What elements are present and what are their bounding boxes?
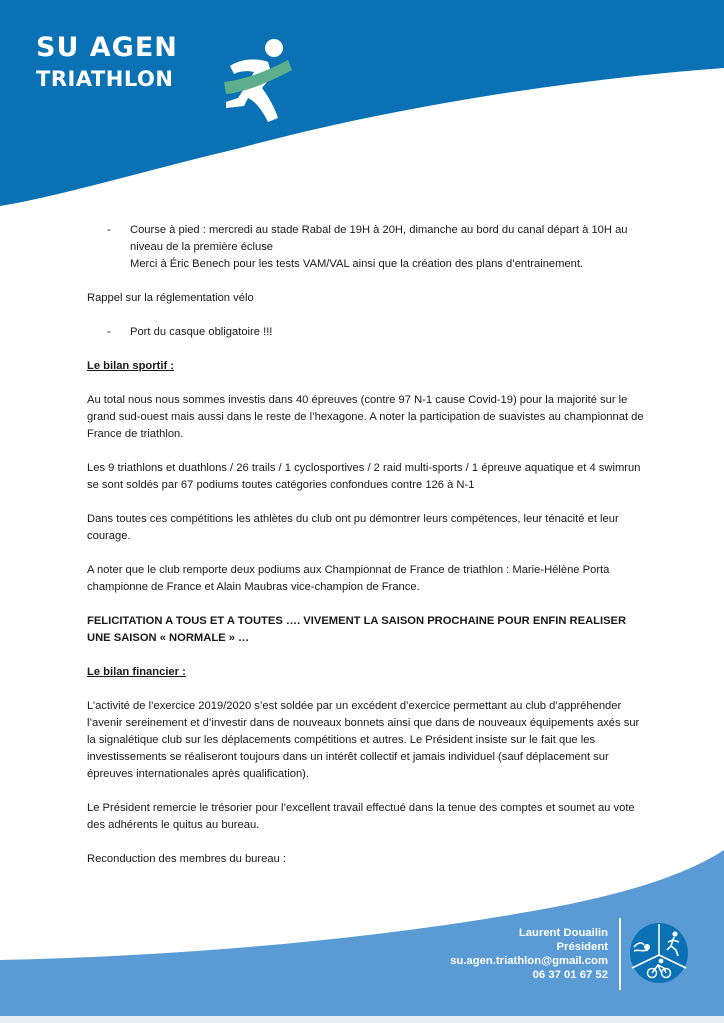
finance-paragraph-1: L’activité de l’exercice 2019/2020 s’est soldée par un excédent d’exercice permettant au club d’appréhender l’avenir sereinement et d’investir dans de nouveaux bonnets ainsi que dans de nouveaux équipements axés sur la signalétique club sur les déplacements compétitions et autres. Le Président insiste sur le fait que les investissements se réaliseront toujours dans un intérêt collectif et jamais individuel (sauf déplacement sur épreuves internationales après qualification). — [87, 700, 640, 780]
president-role: Président — [556, 941, 608, 953]
sport-heading: Le bilan sportif : — [87, 360, 175, 372]
bullet-dash: - — [107, 326, 111, 338]
velo-rule: Port du casque obligatoire !!! — [130, 326, 273, 338]
bullet-course — [87, 222, 647, 273]
congratulations: FELICITATION A TOUS ET A TOUTES …. VIVEMENT LA SAISON PROCHAINE POUR ENFIN REALISER UNE SAISON « NORMALE » … — [87, 615, 627, 644]
finance-heading: Le bilan financier : — [87, 666, 186, 678]
president-name: Laurent Douailin — [518, 927, 608, 939]
sport-paragraph-2: Les 9 triathlons et duathlons / 26 trails / 1 cyclosportives / 2 raid multi-sports / 1 épreuve aquatique et 4 swimrun se sont soldés par 67 podiums toutes catégories confondues contre 126 à N-1 — [87, 462, 641, 491]
sport-paragraph-1: Au total nous nous sommes investis dans 40 épreuves (contre 97 N-1 cause Covid-19) pour la majorité sur le grand sud-ouest mais aussi dans le reste de l’hexagone. A noter la participation de suavistes au championnat de France de triathlon. — [87, 394, 644, 440]
club-logo-text — [36, 34, 178, 90]
bullet-velo — [87, 324, 647, 341]
footer-banner — [0, 840, 724, 1023]
logo-line-2: TRIATHLON — [36, 67, 174, 91]
footer-wave — [0, 850, 724, 1023]
contact-phone: 06 37 01 67 52 — [532, 969, 608, 981]
document-body — [87, 222, 647, 868]
runner-icon — [222, 36, 298, 128]
course-thanks: Merci à Éric Benech pour les tests VAM/VAL ainsi que la création des plans d’entrainement. — [130, 258, 584, 270]
header-wave — [0, 0, 724, 206]
finance-paragraph-2: Le Président remercie le trésorier pour l’excellent travail effectué dans la tenue des comptes et soumet au vote des adhérents le quitus au bureau. — [87, 802, 635, 831]
triathlon-badge-icon — [628, 922, 690, 984]
course-text: Course à pied : mercredi au stade Rabal de 19H à 20H, dimanche au bord du canal départ à 10H au niveau de la première écluse — [130, 224, 628, 253]
divider — [619, 918, 621, 990]
sport-paragraph-4: A noter que le club remporte deux podiums aux Championnat de France de triathlon : Marie-Hélène Porta championne de France et Alain Maubras vice-champion de France. — [87, 564, 610, 593]
bullet-dash: - — [107, 224, 111, 236]
contact-email[interactable]: su.agen.triathlon@gmail.com — [450, 955, 608, 967]
logo-line-1: SU AGEN — [36, 32, 178, 63]
contact-block — [450, 926, 608, 982]
sport-paragraph-3: Dans toutes ces compétitions les athlètes du club ont pu démontrer leurs compétences, leur ténacité et leur courage. — [87, 513, 619, 542]
velo-intro: Rappel sur la réglementation vélo — [87, 292, 254, 304]
bureau-line: Reconduction des membres du bureau : — [87, 853, 287, 865]
